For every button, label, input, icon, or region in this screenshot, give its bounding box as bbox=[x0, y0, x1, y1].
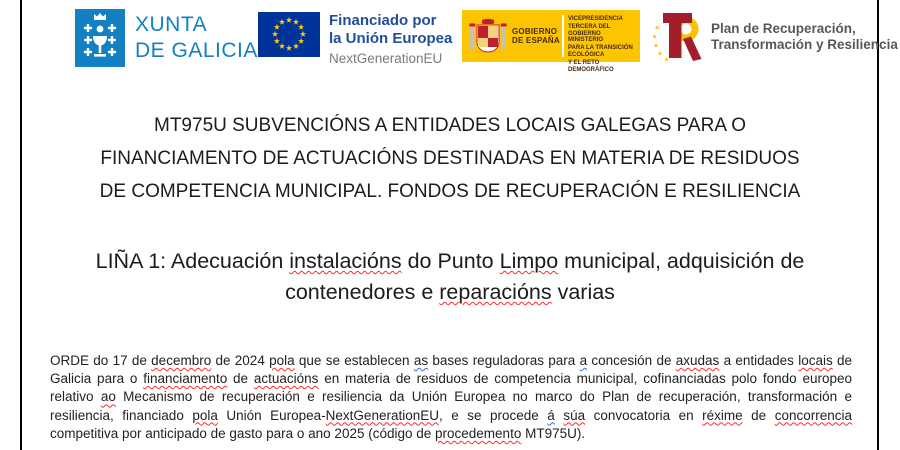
prtr-line1: Plan de Recuperación, bbox=[711, 20, 856, 36]
document-title bbox=[26, 109, 874, 208]
document-subtitle bbox=[40, 246, 860, 308]
gobierno-title-line2: DE ESPAÑA bbox=[512, 36, 560, 45]
text-run: concesión de bbox=[587, 353, 676, 368]
spellcheck-word: a bbox=[579, 353, 588, 368]
spellcheck-word: actuacións bbox=[253, 371, 319, 387]
text-run: bases reguladoras para bbox=[428, 353, 580, 368]
text-run: contenedores e bbox=[285, 280, 440, 304]
prtr-line2: Transformación y Resiliencia bbox=[711, 37, 898, 52]
text-run: varias bbox=[551, 280, 615, 304]
ministry-line: MINISTERIO bbox=[568, 37, 604, 43]
spellcheck-word: locais bbox=[798, 353, 833, 368]
text-run: Mecanismo de recuperación e resiliencia da Unión Europea no marco do Plan de recuperación, transformación e resiliencia, financiado bbox=[50, 389, 852, 423]
spellcheck-word: instalacións bbox=[289, 249, 402, 273]
spellcheck-word: réxime bbox=[702, 407, 743, 423]
eu-funded-line1: Financiado por bbox=[329, 12, 437, 29]
text-run: de bbox=[227, 371, 254, 387]
text-run: competitiva por anticipado de gasto para o ano 2025 (código de bbox=[50, 425, 436, 441]
page-border-right bbox=[877, 0, 879, 450]
spellcheck-word: financiamento bbox=[143, 371, 228, 387]
prtr-tr-icon bbox=[652, 11, 704, 63]
dept-line: VICEPRESIDENCIA bbox=[568, 16, 624, 22]
prtr-wordmark bbox=[711, 21, 898, 54]
plan-recuperacion-logo bbox=[652, 11, 898, 63]
text-run: , e se procede bbox=[438, 407, 548, 423]
xunta-wordmark-line2: DE GALICIA bbox=[135, 39, 258, 62]
spellcheck-word: reparacións bbox=[439, 280, 552, 304]
eu-nextgeneration-logo bbox=[258, 12, 452, 67]
spellcheck-word: concorrencia bbox=[774, 407, 852, 423]
text-run: de 2024 bbox=[211, 353, 270, 368]
spellcheck-word: Limpo bbox=[499, 249, 559, 273]
gobierno-title bbox=[512, 27, 560, 45]
eu-nextgenerationeu-label: NextGenerationEU bbox=[329, 51, 443, 66]
page-border-left bbox=[20, 0, 22, 450]
ministry-line: PARA LA TRANSICIÓN ECOLÓGICA bbox=[568, 44, 633, 58]
spellcheck-word: NextGenerationEU bbox=[325, 407, 439, 423]
spain-coat-of-arms-icon bbox=[469, 16, 507, 56]
xunta-de-galicia-logo bbox=[75, 9, 258, 67]
eu-logo-text bbox=[329, 12, 452, 67]
text-run: Unión Europea- bbox=[217, 407, 326, 423]
text-run: de Galicia para o bbox=[50, 353, 853, 387]
ministry-line: Y EL RETO DEMOGRÁFICO bbox=[568, 59, 614, 73]
gobierno-ministerio bbox=[568, 37, 640, 75]
xunta-wordmark-line1: XUNTA bbox=[135, 13, 208, 36]
spellcheck-word: decembro bbox=[151, 353, 212, 368]
gobierno-divider bbox=[562, 15, 564, 57]
text-run: convocatoria en bbox=[585, 407, 703, 423]
eu-funded-line2: la Unión Europea bbox=[329, 30, 453, 47]
spellcheck-word: pola bbox=[192, 407, 218, 423]
title-line-3: DE COMPETENCIA MUNICIPAL. FONDOS DE RECUPERACIÓN E RESILIENCIA bbox=[99, 181, 801, 202]
title-line-2: FINANCIAMENTO DE ACTUACIÓNS DESTINADAS EN MATERIA DE RESIDUOS bbox=[100, 148, 800, 169]
text-run: ORDE do 17 de bbox=[50, 353, 152, 368]
title-line-1: MT975U SUBVENCIÓNS A ENTIDADES LOCAIS GALEGAS PARA O bbox=[154, 115, 746, 136]
text-run: do Punto bbox=[401, 249, 500, 273]
text-run: en materia de residuos de competencia municipal, cofinanciadas polo fondo europeo relativo bbox=[50, 371, 852, 405]
spellcheck-word: súa bbox=[563, 407, 586, 423]
text-run: que se establecen bbox=[294, 353, 414, 368]
eu-flag-icon bbox=[258, 12, 320, 57]
gobierno-de-espana-logo bbox=[462, 10, 640, 73]
subtitle-line-2 bbox=[40, 277, 860, 308]
text-run: MT975U). bbox=[521, 425, 586, 441]
spellcheck-word: á bbox=[547, 407, 555, 423]
text-run: a entidades bbox=[719, 353, 799, 368]
spellcheck-word: procedemento bbox=[435, 425, 522, 441]
xunta-crest-icon bbox=[75, 9, 125, 67]
xunta-wordmark bbox=[135, 12, 258, 64]
text-run: municipal, adquisición de bbox=[558, 249, 805, 273]
text-run: LIÑA 1: Adecuación bbox=[95, 249, 290, 273]
document-paragraph bbox=[50, 352, 852, 443]
gobierno-vicepresidencia bbox=[568, 16, 640, 39]
spellcheck-word: pola bbox=[269, 353, 295, 368]
dept-line: TERCERA DEL GOBIERNO bbox=[568, 23, 611, 37]
spellcheck-word: ao bbox=[100, 389, 116, 405]
spellcheck-word: as bbox=[413, 353, 429, 368]
subtitle-line-1 bbox=[40, 246, 860, 277]
spellcheck-word: axudas bbox=[675, 353, 720, 368]
gobierno-title-line1: GOBIERNO bbox=[512, 27, 558, 36]
text-run: de bbox=[742, 407, 775, 423]
